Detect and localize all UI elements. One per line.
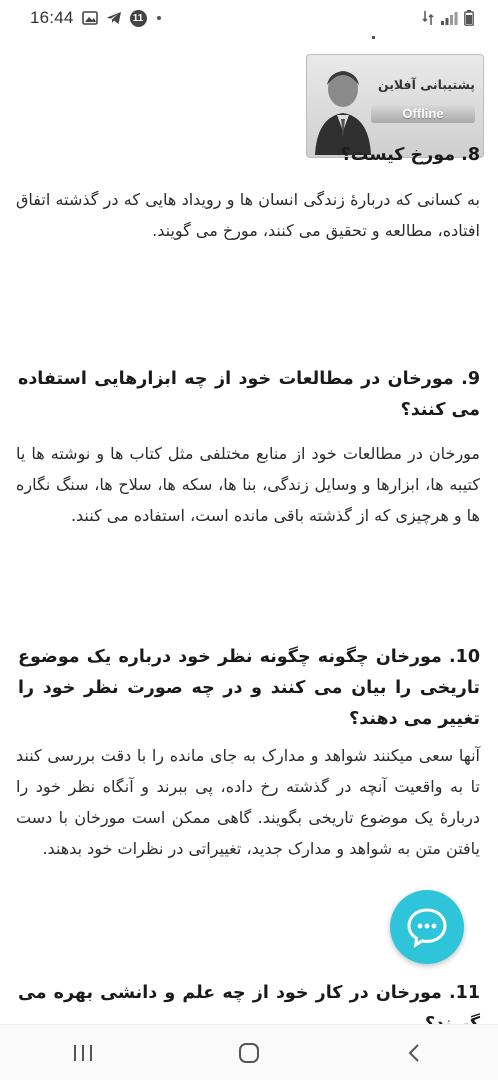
answer-9: مورخان در مطالعات خود از منابع مختلفی مثل کتاب ها و نوشته ها یا کتیبه ها، ابزارها و وسایل زندگی، بنا ها، سکه ها، سلاح ها، سنگ نگاره ها و هرچیزی که از گذشته باقی مانده است، استفاده می کنند. — [16, 444, 480, 525]
chat-button[interactable] — [390, 890, 464, 964]
home-button[interactable] — [219, 1033, 279, 1073]
question-number: 11. — [449, 983, 481, 1003]
question-text: مورخان در مطالعات خود از چه ابزارهایی استفاده می کنند؟ — [18, 369, 480, 420]
scroll-remnant-dot — [372, 36, 375, 39]
status-left — [30, 8, 161, 28]
question-text: مورخان در کار خود از چه علم و دانشی بهره می — [18, 983, 442, 1003]
status-bar — [0, 0, 498, 36]
question-10 — [18, 642, 480, 735]
question-number: 9. — [461, 369, 480, 389]
article-content — [0, 36, 498, 1016]
status-time: 16:44 — [30, 8, 74, 27]
telegram-icon — [106, 11, 122, 25]
question-number: 8. — [461, 145, 480, 165]
chat-bubble-icon — [406, 906, 448, 948]
support-status-label: Offline — [371, 105, 475, 123]
question-text: مورخ کیست؟ — [340, 145, 456, 165]
data-icon — [422, 10, 434, 26]
status-right — [422, 10, 474, 26]
system-nav-bar — [0, 1024, 498, 1080]
question-text: مورخان چگونه چگونه نظر خود درباره یک موضوع تاریخی را بیان می کنند و در چه صورت نظر خود را تغییر می دهند؟ — [18, 647, 480, 729]
back-icon — [405, 1042, 425, 1064]
question-number: 10. — [449, 647, 481, 667]
question-9 — [18, 364, 480, 426]
signal-icon — [440, 11, 458, 25]
gallery-icon — [82, 11, 98, 25]
battery-icon — [464, 10, 474, 26]
question-8 — [18, 140, 480, 171]
back-button[interactable] — [385, 1033, 445, 1073]
answer-10: آنها سعی میکنند شواهد و مدارک به جای مانده را با دقت بررسی کنند تا به واقعیت آنچه در گذشته رخ داده، پی ببرند و آنگاه نظر خود را دربارهٔ یک موضوع تاریخی بگویند. گاهی ممکن است مورخان با دست یافتن متن به شواهد و مدارک جدید، تغییراتی در نظرات خود بدهند. — [16, 746, 480, 858]
home-icon — [237, 1041, 261, 1065]
support-banner-title: پشتیبانی آفلاین — [377, 77, 475, 92]
recent-apps-button[interactable] — [53, 1033, 113, 1073]
dot-icon — [157, 16, 161, 20]
answer-8: به کسانی که دربارهٔ زندگی انسان ها و رویداد هایی که در گذشته اتفاق افتاده، مطالعه و تحقیق می کنند، مورخ می گویند. — [16, 190, 480, 240]
notification-badge: 11 — [130, 10, 147, 27]
recent-apps-icon — [72, 1043, 94, 1063]
